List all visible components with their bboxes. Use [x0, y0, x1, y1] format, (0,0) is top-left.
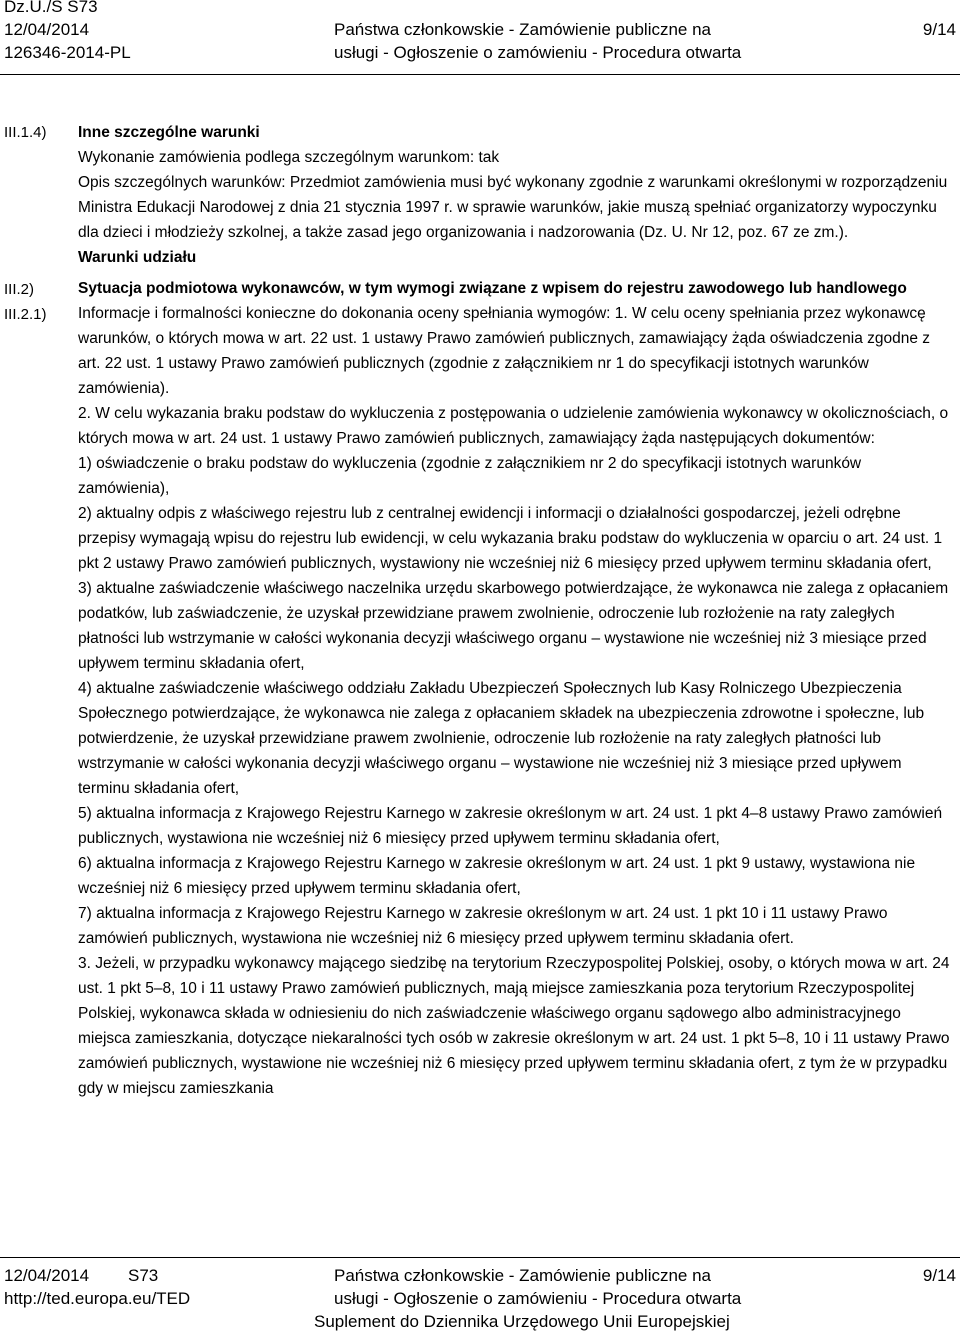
header-title-line1: Państwa członkowskie - Zamówienie publiczne na: [334, 20, 712, 39]
document-item-4: 4) aktualne zaświadczenie właściwego oddziału Zakładu Ubezpieczeń Społecznych lub Kasy Rolniczego Ubezpieczenia Społecznego potwierdzające, że wykonawca nie zalega z opłacaniem składek na ubezpieczenia zdrowotne i społeczne, lub potwierdzenie, że uzyskał przewidziane prawem zwolnienie, odroczenie lub rozłożenie na raty zaległych płatności lub wstrzymanie w całości wykonania decyzji właściwego organu – wystawione nie wcześniej niż 3 miesiące przed upływem terminu składania ofert,: [78, 680, 925, 797]
document-item-3: 3) aktualne zaświadczenie właściwego naczelnika urzędu skarbowego potwierdzające, że wykonawca nie zalega z opłacaniem podatków, lub zaświadczenie, że uzyskał przewidziane prawem zwolnienie, odroczenie lub rozłożenie na raty zaległych płatności lub wstrzymanie w całości wykonania decyzji właściwego organu – wystawione nie wcześniej niż 3 miesiące przed upływem terminu składania ofert,: [78, 580, 949, 672]
requirements-paragraph-3: 3. Jeżeli, w przypadku wykonawcy mającego siedzibę na terytorium Rzeczypospolitej Polskiej, osoby, o których mowa w art. 24 ust. 1 pkt 5–8, 10 i 11 ustawy Prawo zamówień publicznych, mają miejsce zamieszkania poza terytorium Rzeczypospolitej Polskiej, wykonawca składa w odniesieniu do nich zaświadczenie właściwego organu sądowego albo administracyjnego miejsca zamieszkania, dotyczące niekaralności tych osób w zakresie określonym w art. 24 ust. 1 pkt 5–8, 10 i 11 ustawy Prawo zamówień publicznych, wystawione nie wcześniej niż 6 miesięcy przed upływem terminu składania ofert, z tym że w przypadku gdy w miejscu zamieszkania: [78, 955, 950, 1097]
footer-title-line2: usługi - Ogłoszenie o zamówieniu - Procedura otwarta: [334, 1289, 742, 1308]
footer-page-number: 9/14: [922, 1266, 956, 1285]
footer-series: S73: [128, 1266, 159, 1285]
footer-url-link[interactable]: http://ted.europa.eu/TED: [4, 1289, 191, 1308]
header-date: 12/04/2014: [4, 20, 90, 39]
requirements-paragraph-1: Informacje i formalności konieczne do dokonania oceny spełniania wymogów: 1. W celu oceny spełniania przez wykonawcę warunków, o których mowa w art. 22 ust. 1 ustawy Prawo zamówień publicznych, zamawiający żąda oświadczenia zgodne z art. 22 ust. 1 ustawy Prawo zamówień publicznych (zgodnie z załącznikiem nr 1 do specyfikacji istotnych warunków zamówienia).: [78, 305, 931, 397]
section-number-3-1-4: III.1.4): [4, 124, 47, 141]
header-title-line2: usługi - Ogłoszenie o zamówieniu - Procedura otwarta: [334, 43, 742, 62]
document-item-5: 5) aktualna informacja z Krajowego Rejestru Karnego w zakresie określonym w art. 24 ust. 1 pkt 4–8 ustawy Prawo zamówień publicznych, wystawiona nie wcześniej niż 6 miesięcy przed upływem terminu składania ofert,: [78, 805, 943, 847]
section-number-3-2-1: III.2.1): [4, 306, 47, 323]
document-item-6: 6) aktualna informacja z Krajowego Rejestru Karnego w zakresie określonym w art. 24 ust. 1 pkt 9 ustawy, wystawiona nie wcześniej niż 6 miesięcy przed upływem terminu składania ofert,: [78, 855, 916, 897]
footer-supplement-title: Suplement do Dziennika Urzędowego Unii Europejskiej: [314, 1312, 730, 1331]
section-heading-subjective-situation: Sytuacja podmiotowa wykonawców, w tym wymogi związane z wpisem do rejestru zawodowego lub handlowego: [78, 280, 907, 297]
header-page-number: 9/14: [922, 20, 956, 39]
footer-title-line1: Państwa członkowskie - Zamówienie publiczne na: [334, 1266, 712, 1285]
header-divider: [0, 74, 960, 75]
document-item-1: 1) oświadczenie o braku podstaw do wykluczenia (zgodnie z załącznikiem nr 2 do specyfikacji istotnych warunków zamówienia),: [78, 455, 862, 497]
document-item-2: 2) aktualny odpis z właściwego rejestru lub z centralnej ewidencji i informacji o działalności gospodarczej, jeżeli odrębne przepisy wymagają wpisu do rejestru lub ewidencji, w celu wykazania braku podstaw do wykluczenia w oparciu o art. 24 ust. 1 pkt 2 ustawy Prawo zamówień publicznych, wystawiony nie wcześniej niż 6 miesięcy przed upływem terminu składania ofert,: [78, 505, 943, 572]
footer-date: 12/04/2014: [4, 1266, 90, 1285]
footer-divider: [0, 1257, 960, 1258]
section-heading-other-conditions: Inne szczególne warunki: [78, 124, 260, 141]
main-content: [78, 120, 956, 1101]
special-conditions-flag: Wykonanie zamówienia podlega szczególnym warunkom: tak: [78, 149, 500, 166]
section-heading-participation: Warunki udziału: [78, 249, 197, 266]
requirements-paragraph-2: 2. W celu wykazania braku podstaw do wykluczenia z postępowania o udzielenie zamówienia wykonawcy w okolicznościach, o których mowa w art. 24 ust. 1 ustawy Prawo zamówień publicznych, zamawiający żąda następujących dokumentów:: [78, 405, 949, 447]
notice-number: 126346-2014-PL: [4, 43, 131, 62]
section-number-3-2: III.2): [4, 281, 35, 298]
journal-ref: Dz.U./S S73: [4, 0, 98, 16]
document-item-7: 7) aktualna informacja z Krajowego Rejestru Karnego w zakresie określonym w art. 24 ust. 1 pkt 10 i 11 ustawy Prawo zamówień publicznych, wystawiona nie wcześniej niż 6 miesięcy przed upływem terminu składania ofert.: [78, 905, 888, 947]
special-conditions-description: Opis szczególnych warunków: Przedmiot zamówienia musi być wykonany zgodnie z warunkami określonymi w rozporządzeniu Ministra Edukacji Narodowej z dnia 21 stycznia 1997 r. w sprawie warunków, jakie muszą spełniać organizatorzy wypoczynku dla dzieci i młodzieży szkolnej, a także zasad jego organizowania i nadzorowania (Dz. U. Nr 12, poz. 67 ze zm.).: [78, 174, 948, 241]
